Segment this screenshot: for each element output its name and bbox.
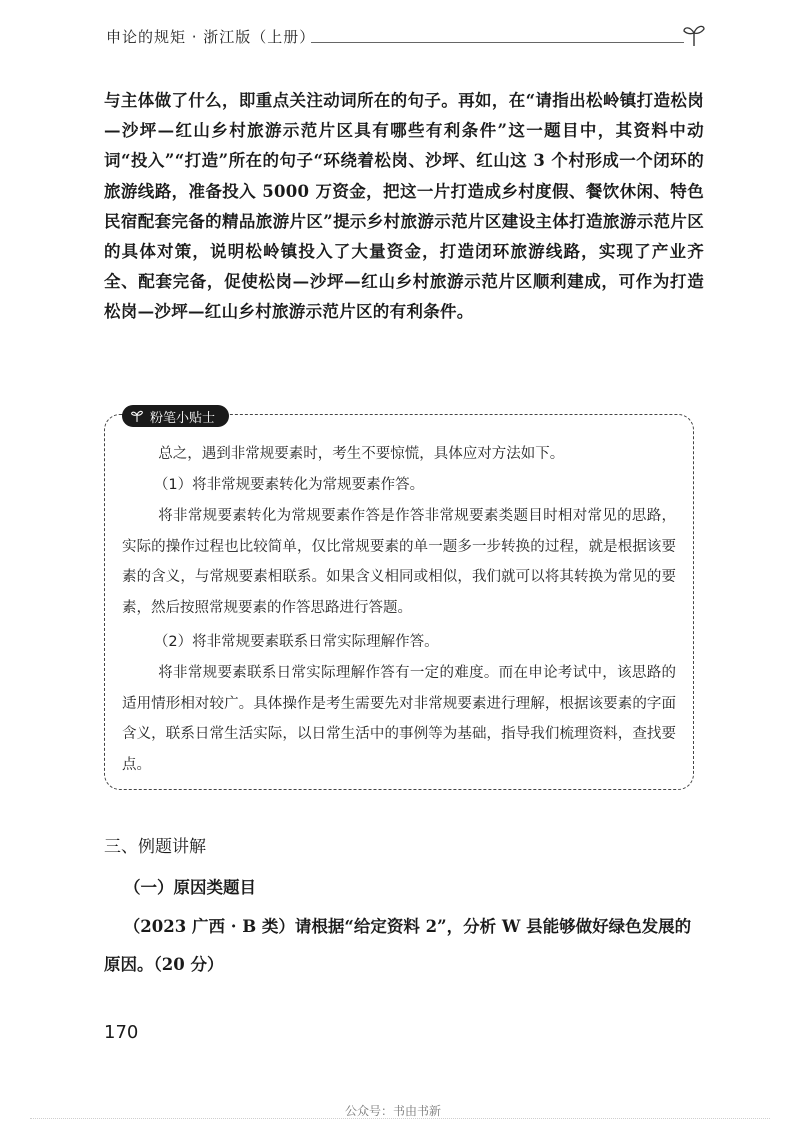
body-paragraph: 与主体做了什么，即重点关注动词所在的句子。再如，在“请指出松岭镇打造松岗—沙坪—红山乡村旅游示范片区具有哪些有利条件”这一题目中，其资料中动词“投入”“打造”所在的句子“环绕着松岗、沙坪、红山这 3 个村形成一个闭环的旅游线路，准备投入 5000 万资金，把这一片打造成乡村度假、餐饮休闲、特色民宿配套完备的精品旅游片区”提示乡村旅游示范片区建设主体打造旅游示范片区的具体对策，说明松岭镇投入了大量资金，打造闭环旅游线路，实现了产业齐全、配套完备，促使松岗—沙坪—红山乡村旅游示范片区顺利建成，可作为打造松岗—沙坪—红山乡村旅游示范片区的有利条件。 (104, 91, 704, 322)
question-text: （2023 广西 · B 类）请根据“给定资料 2”，分析 W 县能够做好绿色发展的原因。（20 分） (104, 917, 692, 974)
section-heading: 三、例题讲解 (104, 837, 206, 857)
page-number: 170 (104, 1022, 139, 1043)
tip-point1-title: （1）将非常规要素转化为常规要素作答。 (153, 477, 425, 493)
tip-intro: 总之，遇到非常规要素时，考生不要惊慌，具体应对方法如下。 (158, 446, 565, 462)
tip-tab-label: 粉笔小贴士 (150, 410, 216, 426)
running-header (106, 22, 706, 52)
header-title: 申论的规矩 · 浙江版（上册） (106, 28, 316, 46)
footer-watermark: 公众号：书由书新 (345, 1104, 442, 1118)
sprout-icon (130, 409, 144, 423)
sprout-icon (682, 22, 706, 48)
header-rule (311, 42, 684, 43)
tip-point1-body: 将非常规要素转化为常规要素作答是作答非常规要素类题目时相对常见的思路，实际的操作过程也比较简单，仅比常规要素的单一题多一步转换的过程，就是根据该要素的含义，与常规要素相联系。如果含义相同或相似，我们就可以将其转换为常见的要素，然后按照常规要素的作答思路进行答题。 (122, 508, 676, 616)
tip-tab (122, 405, 229, 427)
section-subheading: （一）原因类题目 (124, 878, 256, 897)
tip-point2-title: （2）将非常规要素联系日常实际理解作答。 (153, 634, 439, 650)
tip-point2-body: 将非常规要素联系日常实际理解作答有一定的难度。而在申论考试中，该思路的适用情形相对较广。具体操作是考生需要先对非常规要素进行理解，根据该要素的字面含义，联系日常生活实际，以日常生活中的事例等为基础，指导我们梳理资料，查找要点。 (122, 665, 676, 773)
